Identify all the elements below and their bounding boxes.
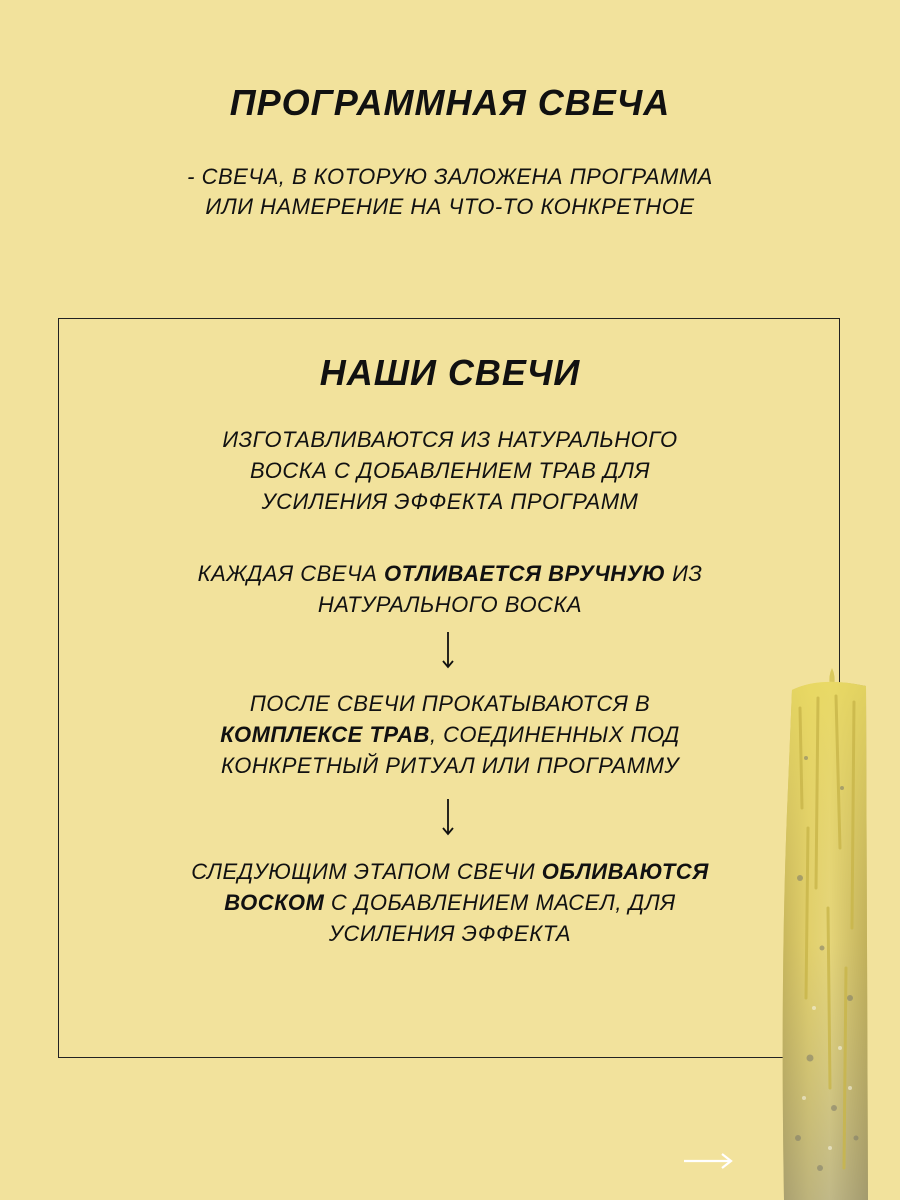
paragraph-line: ИЗГОТАВЛИВАЮТСЯ ИЗ НАТУРАЛЬНОГО xyxy=(222,427,678,452)
paragraph-line xyxy=(0,558,900,589)
paragraph-line: НАТУРАЛЬНОГО ВОСКА xyxy=(317,592,583,617)
arrow-down-icon xyxy=(438,630,458,670)
subtitle-line-1: - СВЕЧА, В КОТОРУЮ ЗАЛОЖЕНА ПРОГРАММА xyxy=(187,164,713,189)
text-span: ИЗ xyxy=(665,561,703,586)
paragraph-line xyxy=(0,719,900,750)
paragraph-herbs xyxy=(0,688,900,781)
header xyxy=(0,82,900,222)
text-span: КАЖДАЯ СВЕЧА xyxy=(197,561,385,586)
paragraph-line xyxy=(0,856,900,887)
paragraph-materials xyxy=(0,424,900,517)
paragraph-line: ПОСЛЕ СВЕЧИ ПРОКАТЫВАЮТСЯ В xyxy=(249,691,651,716)
paragraph-line: УСИЛЕНИЯ ЭФФЕКТА xyxy=(328,921,572,946)
bold-span: ВОСКОМ xyxy=(224,890,325,915)
bold-span: ОБЛИВАЮТСЯ xyxy=(541,859,709,884)
box-title: НАШИ СВЕЧИ xyxy=(319,352,581,393)
arrow-down-icon xyxy=(438,797,458,837)
arrow-right-icon[interactable] xyxy=(682,1150,734,1172)
subtitle-line-2: ИЛИ НАМЕРЕНИЕ НА ЧТО-ТО КОНКРЕТНОЕ xyxy=(205,194,695,219)
text-span: С ДОБАВЛЕНИЕМ МАСЕЛ, ДЛЯ xyxy=(324,890,676,915)
paragraph-handmade xyxy=(0,558,900,620)
paragraph-wax-coating xyxy=(0,856,900,949)
bold-span: ОТЛИВАЕТСЯ ВРУЧНУЮ xyxy=(384,561,666,586)
paragraph-line: КОНКРЕТНЫЙ РИТУАЛ ИЛИ ПРОГРАММУ xyxy=(221,753,679,778)
candle-photo xyxy=(770,668,875,1200)
text-span: СЛЕДУЮЩИМ ЭТАПОМ СВЕЧИ xyxy=(191,859,542,884)
paragraph-line xyxy=(0,887,900,918)
paragraph-line: УСИЛЕНИЯ ЭФФЕКТА ПРОГРАММ xyxy=(261,489,639,514)
text-span: , СОЕДИНЕННЫХ ПОД xyxy=(429,722,680,747)
paragraph-line: ВОСКА С ДОБАВЛЕНИЕМ ТРАВ ДЛЯ xyxy=(250,458,650,483)
page-title: ПРОГРАММНАЯ СВЕЧА xyxy=(229,82,671,123)
page-subtitle xyxy=(0,162,900,222)
bold-span: КОМПЛЕКСЕ ТРАВ xyxy=(220,722,430,747)
